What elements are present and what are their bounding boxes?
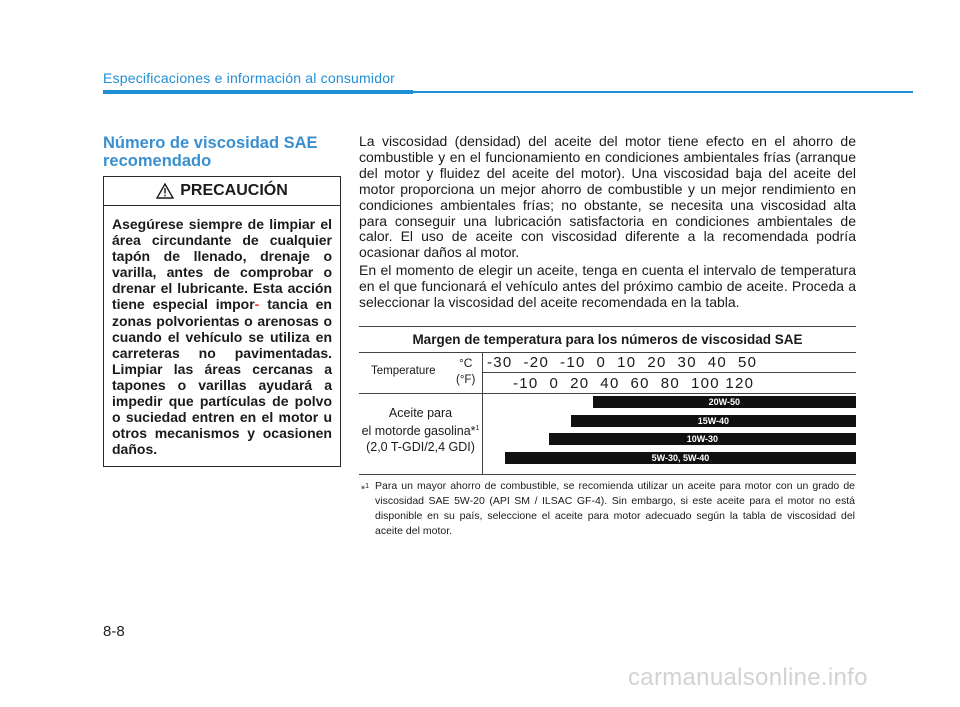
oil-label-line2-wrap — [359, 421, 482, 439]
viscosity-table — [359, 326, 856, 475]
viscosity-bar: 20W-50 — [593, 396, 856, 408]
caution-header — [104, 177, 340, 206]
unit-celsius: °C — [459, 356, 473, 370]
caution-text — [104, 206, 340, 457]
viscosity-bar: 10W-30 — [549, 433, 856, 445]
caution-box — [103, 176, 341, 467]
oil-label-line3: (2,0 T-GDI/2,4 GDI) — [366, 440, 475, 455]
oil-label — [359, 405, 482, 455]
footnote-sup: 1 — [365, 483, 369, 490]
column-divider — [482, 353, 483, 474]
footnote-asterisk: * — [361, 483, 366, 496]
caution-text-main: Asegúrese siempre de limpiar el área circundante de cualquier tapón de llenado, drenaje o varilla, antes de comprobar o drenar el lubricante. Esta acción tiene especial impor — [112, 216, 332, 313]
oil-label-sup: 1 — [475, 425, 480, 432]
paragraph-selection: En el momento de elegir un aceite, tenga en cuenta el intervalo de temperatura en el que funcionará el vehículo antes del próximo cambio de aceite. Proceda a seleccionar la viscosidad del aceite recomendada en la tabla. — [359, 262, 856, 310]
temperature-row — [359, 353, 856, 394]
oil-label-line2: el motorde gasolina* — [361, 424, 476, 439]
viscosity-bar: 15W-40 — [571, 415, 856, 427]
unit-fahrenheit: (°F) — [456, 374, 476, 386]
viscosity-bar: 5W-30, 5W-40 — [505, 452, 856, 464]
page-number: 8-8 — [103, 623, 125, 640]
table-title: Margen de temperatura para los números de viscosidad SAE — [359, 327, 856, 353]
header-rule-thick — [103, 90, 413, 94]
section-header: Especificaciones e información al consumidor — [103, 70, 396, 86]
scale-divider — [483, 372, 856, 373]
paragraph-viscosity: La viscosidad (densidad) del aceite del motor tiene efecto en el ahorro de combustible y en el funcionamiento en condiciones ambientales frías (arranque del motor y fluidez del aceite del motor). Una viscosidad baja del aceite del motor proporciona un mejor ahorro de combustible y un mejor rendimiento en condiciones ambientales frías; no obstante, se necesita una viscosidad alta para conseguir una lubricación satisfactoria en condiciones ambientales de calor. El uso de aceite con viscosidad diferente a la recomendada podría ocasionar daños al motor. — [359, 133, 856, 261]
watermark: carmanualsonline.info — [628, 664, 868, 691]
temperature-label: Temperature — [371, 365, 436, 377]
fahrenheit-scale: -10 0 20 40 60 80 100 120 — [513, 375, 755, 392]
header-rule-thin — [413, 91, 913, 93]
warning-triangle-icon — [156, 183, 174, 199]
footnote-mark — [361, 479, 369, 498]
footnote-text: Para un mayor ahorro de combustible, se recomienda utilizar un aceite para motor con un grado de viscosidad SAE 5W-20 (API SM / ILSAC GF-4). Sin embargo, si este aceite para el motor no está disponible en su país, seleccione el aceite para motor adecuado según la tabla de viscosidad del aceite del motor. — [375, 480, 855, 537]
caution-heading: PRECAUCIÓN — [180, 182, 288, 199]
caution-text-rest: tancia en zonas polvorientas o arenosas o cuando el vehículo se utiliza en carreteras no pavimentadas. Limpiar las áreas cercanas a tapones o varillas ayudará a impedir que partículas de polvo o suciedad entren en el motor u otros mecanismos y ocasionen daños. — [112, 296, 332, 458]
caution-hyphen: - — [254, 296, 260, 313]
oil-label-line1: Aceite para — [388, 406, 453, 420]
celsius-scale: -30 -20 -10 0 10 20 30 40 50 — [487, 354, 758, 371]
section-title: Número de viscosidad SAE recomendado — [103, 134, 318, 170]
footnote — [361, 479, 855, 539]
